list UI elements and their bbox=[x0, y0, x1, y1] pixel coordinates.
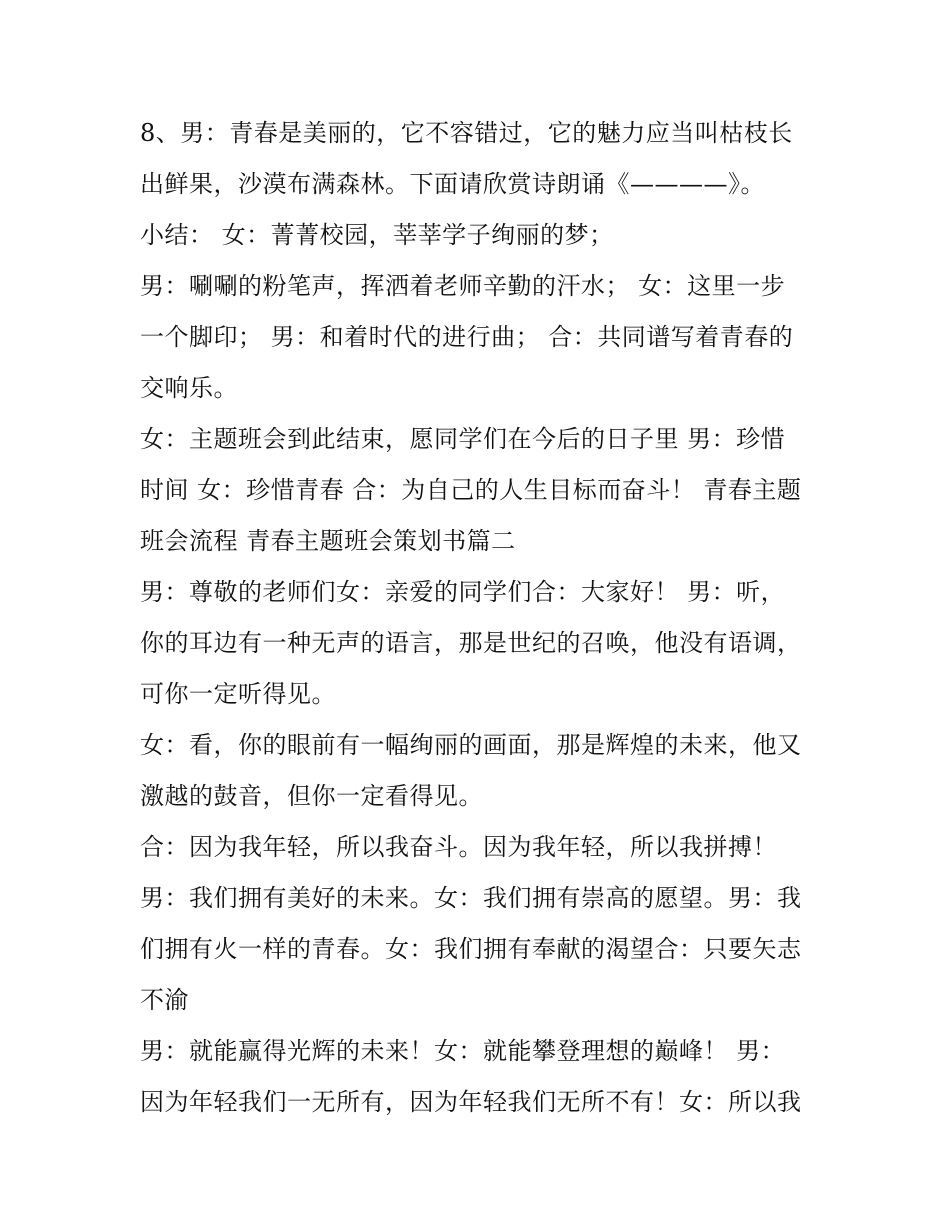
text-line: 男：就能赢得光辉的未来！女：就能攀登理想的巅峰！ 男： bbox=[140, 1037, 786, 1065]
text-line: 一个脚印； 男：和着时代的进行曲； 合：共同谱写着青春的 bbox=[140, 323, 794, 351]
text-line: 们拥有火一样的青春。女：我们拥有奉献的渴望合：只要矢志 bbox=[140, 935, 802, 963]
text-line: 女：看，你的眼前有一幅绚丽的画面，那是辉煌的未来，他又 bbox=[140, 731, 802, 759]
text-line: 合：因为我年轻，所以我奋斗。因为我年轻，所以我拼搏！ bbox=[140, 833, 777, 861]
text-line: 激越的鼓音，但你一定看得见。 bbox=[140, 782, 483, 810]
text-line: 男：我们拥有美好的未来。女：我们拥有崇高的愿望。男：我 bbox=[140, 884, 802, 912]
text-line: 男：尊敬的老师们女：亲爱的同学们合：大家好！ 男：听， bbox=[140, 578, 786, 606]
text-line: 可你一定听得见。 bbox=[140, 680, 336, 708]
text-line: 女：主题班会到此结束，愿同学们在今后的日子里 男：珍惜 bbox=[140, 425, 786, 453]
text-line: 时间 女：珍惜青春 合：为自己的人生目标而奋斗！ 青春主题 bbox=[140, 476, 802, 504]
text-line: 8、男：青春是美丽的，它不容错过，它的魅力应当叫枯枝长 bbox=[140, 119, 793, 147]
text-line: 不渝 bbox=[140, 986, 189, 1014]
text-line: 交响乐。 bbox=[140, 374, 238, 402]
text-line: 班会流程 青春主题班会策划书篇二 bbox=[140, 527, 516, 555]
text-line: 你的耳边有一种无声的语言，那是世纪的召唤，他没有语调， bbox=[140, 629, 802, 657]
text-line: 因为年轻我们一无所有，因为年轻我们无所不有！女：所以我 bbox=[140, 1088, 802, 1116]
text-line: 小结： 女：菁菁校园，莘莘学子绚丽的梦； bbox=[140, 221, 614, 249]
document-body bbox=[140, 108, 820, 1128]
text-line: 男：唰唰的粉笔声，挥洒着老师辛勤的汗水； 女：这里一步 bbox=[140, 272, 786, 300]
text-line: 出鲜果，沙漠布满森林。下面请欣赏诗朗诵《————》。 bbox=[140, 170, 765, 198]
